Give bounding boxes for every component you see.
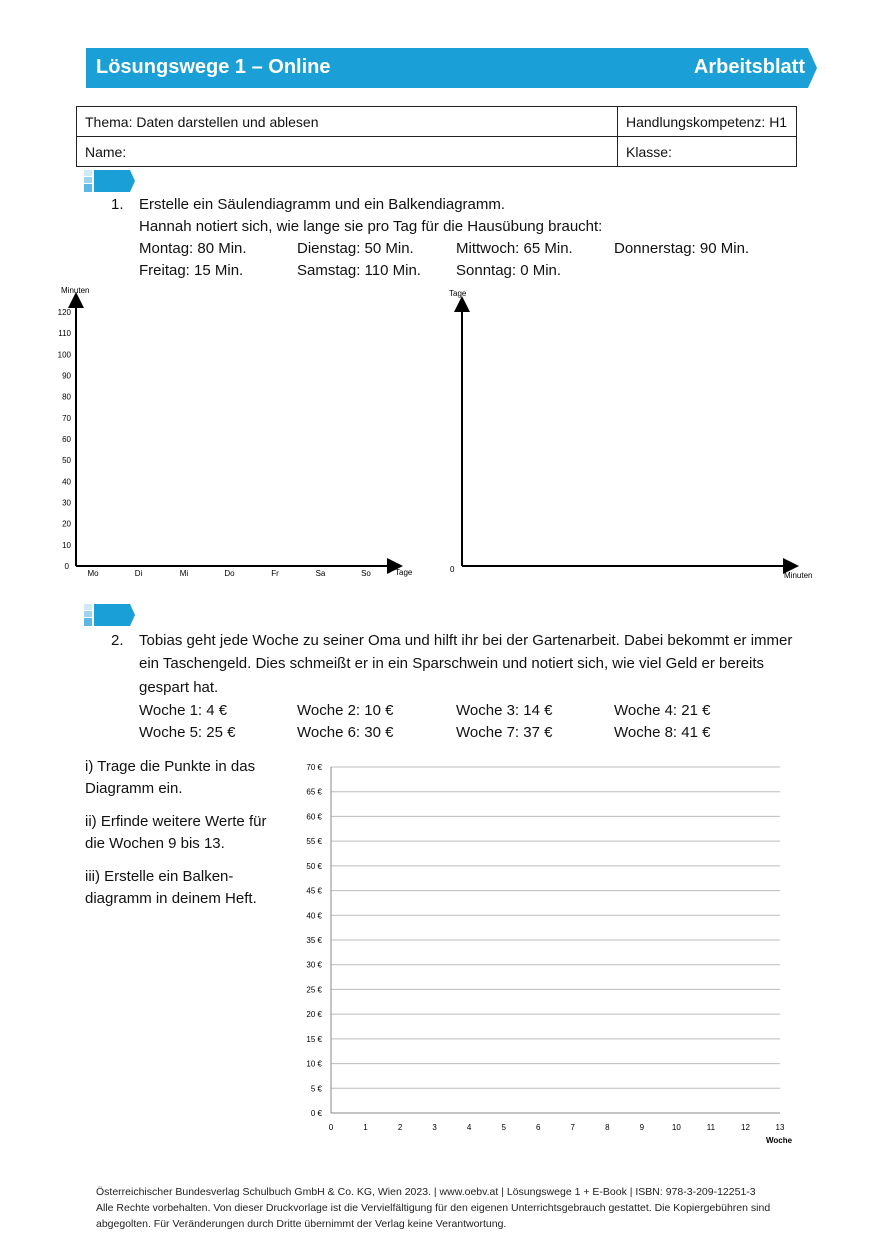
subtask-i-line: i) Trage die Punkte in das bbox=[85, 758, 256, 775]
task1-number: 1. bbox=[111, 196, 124, 213]
task2-value: Woche 6: 30 € bbox=[297, 724, 394, 741]
savings-chart-ytick: 5 € bbox=[310, 1084, 322, 1094]
topic-cell: Thema: Daten darstellen und ablesen bbox=[77, 107, 618, 137]
task1-value: Mittwoch: 65 Min. bbox=[456, 240, 573, 257]
savings-chart-ytick: 25 € bbox=[306, 985, 322, 995]
worksheet-type: Arbeitsblatt bbox=[693, 56, 805, 78]
column-chart[interactable] bbox=[55, 282, 425, 582]
savings-chart-xtick: 13 bbox=[775, 1123, 785, 1132]
task1-value: Sonntag: 0 Min. bbox=[456, 262, 562, 279]
task-marker-icon bbox=[84, 170, 136, 194]
task2-value: Woche 7: 37 € bbox=[456, 724, 553, 741]
task2-value: Woche 4: 21 € bbox=[614, 702, 711, 719]
task2-value: Woche 2: 10 € bbox=[297, 702, 394, 719]
column-chart-ytick: 90 bbox=[62, 371, 71, 381]
task2-line: ein Taschengeld. Dies schmeißt er in ein Sparschwein und notiert sich, wie viel Geld er bereits bbox=[139, 655, 765, 672]
column-chart-xtick: Mo bbox=[87, 569, 99, 578]
subtask-iii-line: iii) Erstelle ein Balken- bbox=[85, 868, 234, 885]
savings-chart-ytick: 40 € bbox=[306, 911, 322, 921]
task2-line: Tobias geht jede Woche zu seiner Oma und hilft ihr bei der Gartenarbeit. Dabei bekommt er immer bbox=[139, 632, 793, 649]
task2-line: gespart hat. bbox=[139, 679, 219, 696]
task2-number: 2. bbox=[111, 632, 124, 649]
footer-line: Alle Rechte vorbehalten. Von dieser Druckvorlage ist die Vervielfältigung für den eigenen Unterrichtsgebrauch gestattet. Die Kopiergebühren sind bbox=[96, 1202, 771, 1214]
column-chart-ytick: 20 bbox=[62, 519, 71, 529]
class-cell[interactable]: Klasse: bbox=[618, 137, 797, 167]
footer bbox=[96, 1184, 816, 1232]
subtask-i-line: Diagramm ein. bbox=[85, 780, 183, 797]
bar-chart-origin: 0 bbox=[450, 565, 455, 574]
savings-chart-xtick: 3 bbox=[432, 1123, 437, 1132]
competence-cell: Handlungskompetenz: H1 bbox=[618, 107, 797, 137]
savings-chart-xtick: 12 bbox=[741, 1123, 750, 1132]
task1-value: Samstag: 110 Min. bbox=[297, 262, 421, 279]
column-chart-ytick: 100 bbox=[57, 350, 71, 360]
horizontal-bar-chart[interactable] bbox=[440, 282, 820, 582]
footer-line: Österreichischer Bundesverlag Schulbuch GmbH & Co. KG, Wien 2023. | www.oebv.at | Lösungswege 1 + E-Book | ISBN: 978-3-209-12251-3 bbox=[96, 1186, 756, 1198]
task1-value: Freitag: 15 Min. bbox=[139, 262, 244, 279]
savings-chart-xtick: 7 bbox=[570, 1123, 575, 1132]
savings-chart-ytick: 45 € bbox=[306, 886, 322, 896]
task2-value: Woche 1: 4 € bbox=[139, 702, 228, 719]
savings-chart-ytick: 35 € bbox=[306, 936, 322, 945]
subtask-i bbox=[85, 756, 255, 800]
savings-chart-ytick: 20 € bbox=[306, 1010, 322, 1020]
savings-chart-ytick: 50 € bbox=[306, 861, 322, 871]
task2-value: Woche 8: 41 € bbox=[614, 724, 711, 741]
column-chart-xlabel: Tage bbox=[395, 568, 413, 577]
savings-chart-xtick: 6 bbox=[536, 1123, 541, 1132]
column-chart-ytick: 110 bbox=[58, 329, 71, 339]
subtask-iii-line: diagramm in deinem Heft. bbox=[85, 890, 257, 907]
savings-chart-ytick: 10 € bbox=[306, 1059, 322, 1069]
subtask-ii bbox=[85, 811, 266, 855]
task1-value: Montag: 80 Min. bbox=[139, 240, 247, 257]
info-table bbox=[76, 106, 797, 167]
column-chart-xtick: So bbox=[361, 569, 371, 578]
savings-chart-ytick: 0 € bbox=[310, 1109, 322, 1118]
savings-chart-xtick: 2 bbox=[397, 1123, 403, 1132]
column-chart-ytick: 50 bbox=[62, 456, 71, 466]
header-banner bbox=[86, 48, 817, 88]
task2-value: Woche 5: 25 € bbox=[139, 724, 236, 741]
savings-chart-ytick: 65 € bbox=[306, 787, 322, 797]
column-chart-ylabel: Minuten bbox=[61, 286, 90, 295]
footer-line: abgegolten. Für Veränderungen durch Dritte übernimmt der Verlag keine Verantwortung. bbox=[96, 1218, 507, 1230]
savings-chart-xtick: 0 bbox=[328, 1123, 334, 1132]
column-chart-ytick: 70 bbox=[62, 413, 71, 423]
savings-chart-xtick: 1 bbox=[363, 1123, 368, 1132]
task-marker-icon bbox=[84, 604, 136, 628]
bar-chart-xlabel: Minuten bbox=[784, 571, 813, 580]
task1-intro: Hannah notiert sich, wie lange sie pro Tag für die Hausübung braucht: bbox=[139, 218, 603, 235]
savings-chart-xtick: 4 bbox=[466, 1123, 472, 1132]
savings-chart-xtick: 8 bbox=[605, 1123, 610, 1132]
column-chart-ytick: 40 bbox=[62, 477, 71, 487]
savings-chart-xtick: 11 bbox=[706, 1123, 716, 1132]
name-cell[interactable]: Name: bbox=[77, 137, 618, 167]
column-chart-xtick: Mi bbox=[179, 569, 189, 578]
task2-value: Woche 3: 14 € bbox=[456, 702, 553, 719]
savings-chart-ytick: 60 € bbox=[306, 812, 322, 822]
savings-chart-xtick: 9 bbox=[639, 1123, 645, 1132]
subtask-ii-line: die Wochen 9 bis 13. bbox=[85, 835, 225, 852]
column-chart-xtick: Do bbox=[224, 569, 235, 578]
column-chart-ytick: 60 bbox=[62, 435, 71, 444]
savings-chart-ytick: 70 € bbox=[306, 763, 322, 772]
column-chart-ytick: 0 bbox=[64, 562, 69, 571]
task1-title: Erstelle ein Säulendiagramm und ein Balkendiagramm. bbox=[139, 196, 506, 213]
column-chart-ytick: 80 bbox=[62, 392, 71, 402]
column-chart-xtick: Sa bbox=[315, 569, 326, 578]
column-chart-ytick: 10 bbox=[62, 540, 71, 550]
savings-chart-xtick: 10 bbox=[671, 1123, 681, 1132]
task1-value: Donnerstag: 90 Min. bbox=[614, 240, 750, 257]
savings-chart-ytick: 30 € bbox=[306, 960, 322, 970]
savings-chart[interactable] bbox=[290, 755, 800, 1150]
worksheet-series-title: Lösungswege 1 – Online bbox=[96, 56, 331, 78]
subtask-ii-line: ii) Erfinde weitere Werte für bbox=[85, 813, 267, 830]
task1-value: Dienstag: 50 Min. bbox=[297, 240, 414, 257]
bar-chart-ylabel: Tage bbox=[449, 289, 467, 298]
subtask-iii bbox=[85, 866, 257, 910]
savings-chart-ytick: 15 € bbox=[306, 1034, 322, 1044]
savings-chart-ytick: 55 € bbox=[306, 837, 322, 847]
column-chart-ytick: 30 bbox=[62, 498, 71, 508]
savings-chart-xtick: 5 bbox=[501, 1123, 506, 1132]
column-chart-ytick: 120 bbox=[57, 308, 71, 317]
column-chart-xtick: Di bbox=[134, 569, 143, 578]
savings-chart-xlabel: Woche bbox=[766, 1136, 793, 1145]
column-chart-xtick: Fr bbox=[271, 569, 279, 578]
